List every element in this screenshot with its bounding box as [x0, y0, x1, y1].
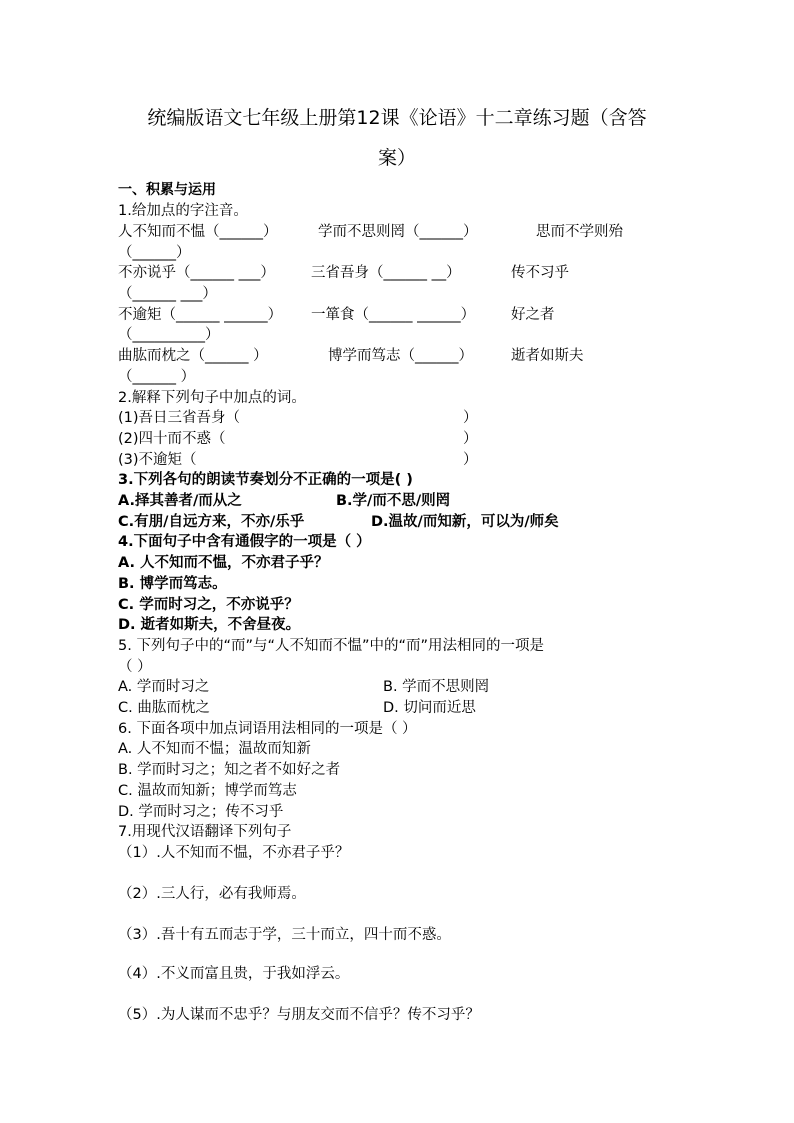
q7-item1: （1）.人不知而不愠，不亦君子乎？ [118, 845, 350, 861]
q5-paren: （ ） [118, 659, 152, 675]
q1-row3-item3: 好之者 [511, 307, 555, 323]
q2-item1: (1)吾日三省吾身（ [118, 410, 241, 426]
q4-option-b: B. 博学而笃志。 [118, 576, 227, 592]
q4-option-d: D. 逝者如斯夫，不舍昼夜。 [118, 617, 301, 633]
q1-row2-item1: 不亦说乎（______ ___） [118, 265, 275, 281]
q1-row2-blank: （______ ___） [118, 286, 217, 302]
q1-row2-item3: 传不习乎 [511, 265, 569, 281]
q1-row2-item2: 三省吾身（______ __） [311, 265, 461, 281]
q3-option-c: C.有朋/自远方来，不亦/乐乎 [118, 514, 305, 530]
page-title-line2: 案） [377, 147, 416, 169]
q1-row1-item3: 思而不学则殆 [536, 224, 623, 240]
q2-item2: (2)四十而不惑（ [118, 431, 226, 447]
q6-stem: 6. 下面各项中加点词语用法相同的一项是（ ） [118, 721, 417, 737]
q5-option-b: B. 学而不思则罔 [383, 679, 490, 695]
q6-option-c: C. 温故而知新；博学而笃志 [118, 783, 297, 799]
q7-item4: （4）.不义而富且贵，于我如浮云。 [118, 966, 350, 982]
q1-row4-item2: 博学而笃志（______） [328, 348, 473, 364]
q6-option-d: D. 学而时习之；传不习乎 [118, 804, 284, 820]
q1-row4-item3: 逝者如斯夫 [511, 348, 584, 364]
page-title-line1: 统编版语文七年级上册第12课《论语》十二章练习题（含答 [147, 107, 647, 129]
q1-row4-item1: 曲肱而枕之（______ ） [118, 348, 268, 364]
q2-item3-close: ） [463, 452, 478, 468]
q1-row3-item1: 不逾矩（______ ______） [118, 307, 283, 323]
section-heading: 一、积累与运用 [118, 182, 216, 198]
q1-row4-blank: （______ ） [118, 369, 196, 385]
q5-option-a: A. 学而时习之 [118, 679, 210, 695]
q3-option-d: D.温故/而知新，可以为/师矣 [371, 514, 559, 530]
q5-option-d: D. 切问而近思 [383, 700, 476, 716]
q1-row3-blank: （__________） [118, 327, 220, 343]
q7-item2: （2）.三人行，必有我师焉。 [118, 886, 306, 902]
q1-row1-blank: （______） [118, 245, 191, 261]
q6-option-b: B. 学而时习之；知之者不如好之者 [118, 762, 341, 778]
q2-item3: (3)不逾矩（ [118, 452, 197, 468]
q1-row1-item2: 学而不思则罔（______） [318, 224, 478, 240]
q2-item1-close: ） [463, 410, 478, 426]
q1-row1-item1: 人不知而不愠（______） [118, 224, 278, 240]
q2-stem: 2.解释下列句子中加点的词。 [118, 390, 306, 406]
q3-stem: 3.下列各句的朗读节奏划分不正确的一项是( ) [118, 472, 413, 488]
q7-item5: （5）.为人谋而不忠乎？与朋友交而不信乎？传不习乎？ [118, 1007, 480, 1023]
q2-item2-close: ） [463, 431, 478, 447]
q4-option-a: A. 人不知而不愠，不亦君子乎？ [118, 555, 329, 571]
q6-option-a: A. 人不知而不愠；温故而知新 [118, 741, 311, 757]
q7-stem: 7.用现代汉语翻译下列句子 [118, 824, 292, 840]
q5-stem: 5. 下列句子中的“而”与“人不知而不愠”中的“而”用法相同的一项是 [118, 638, 545, 654]
q1-stem: 1.给加点的字注音。 [118, 203, 248, 219]
q4-option-c: C. 学而时习之，不亦说乎？ [118, 597, 299, 613]
q4-stem: 4.下面句子中含有通假字的一项是（ ） [118, 534, 371, 550]
q7-item3: （3）.吾十有五而志于学，三十而立，四十而不惑。 [118, 927, 451, 943]
q5-option-c: C. 曲肱而枕之 [118, 700, 210, 716]
q3-option-b: B.学/而不思/则罔 [336, 493, 451, 509]
q1-row3-item2: 一箪食（______ ______） [311, 307, 476, 323]
q3-option-a: A.择其善者/而从之 [118, 493, 242, 509]
